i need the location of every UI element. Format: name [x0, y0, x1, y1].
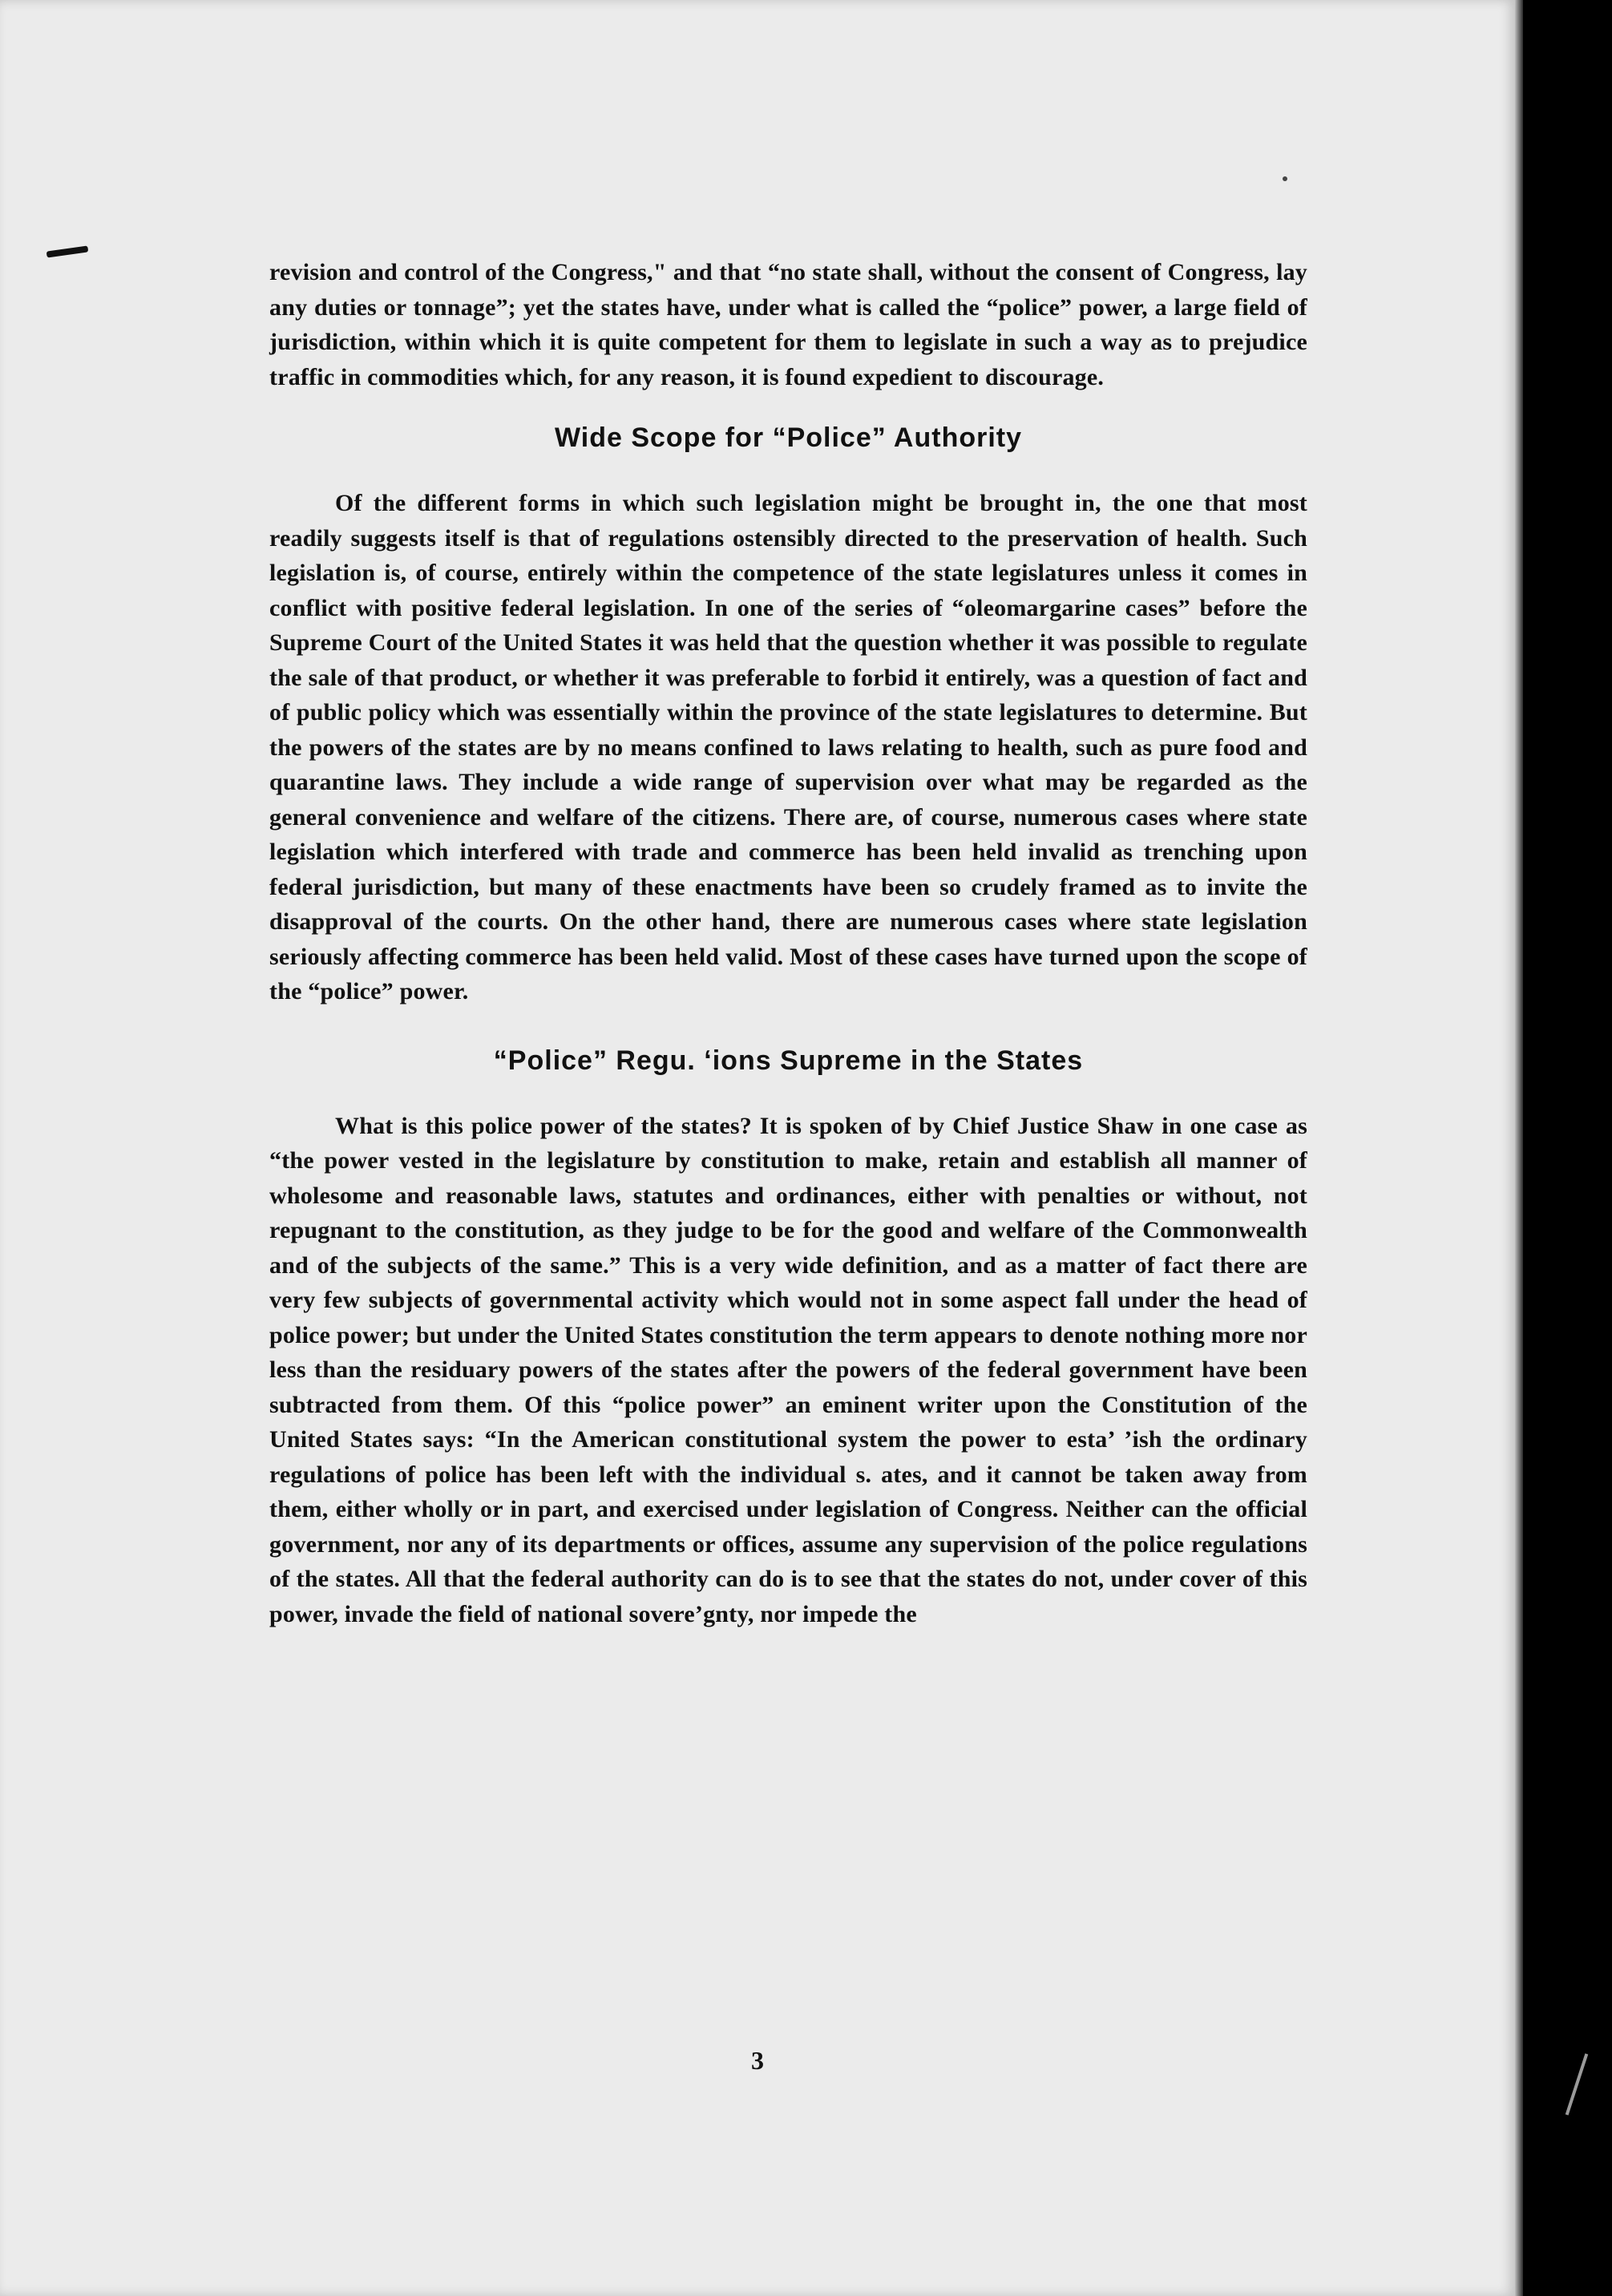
- page-number: 3: [751, 2046, 764, 2075]
- section-heading-police-authority: Wide Scope for “Police” Authority: [554, 422, 1023, 453]
- margin-ink-dot: [1283, 176, 1287, 181]
- paragraph-2: Of the different forms in which such legislation might be brought in, the one that most readily suggests itself is that of regulations ostensibly directed to the preservation of health. Such legislation is, of course, entirely within the competence of the state legislatures unless it comes in conflict with positive federal legislation. In one of the series of “oleomargarine cases” before the Supreme Court of the United States it was held that the question whether it was possible to regulate the sale of that product, or whether it was preferable to forbid it entirely, was a question of fact and of public policy which was essentially within the province of the state legislatures to determine. But the powers of the states are by no means confined to laws relating to health, such as pure food and quarantine laws. They include a wide range of supervision over what may be regarded as the general convenience and welfare of the citizens. There are, of course, numerous cases where state legislation which interfered with trade and commerce has been held invalid as trenching upon federal jurisdiction, but many of these enactments have been so crudely framed as to invite the disapproval of the courts. On the other hand, there are numerous cases where state legislation seriously affecting commerce has been held valid. Most of these cases have turned upon the scope of the “police” power.: [269, 490, 1307, 1004]
- paragraph-1: revision and control of the Congress," and that “no state shall, without the consent of Congress, lay any duties or tonnage”; yet the states have, under what is called the “police” power, a large field of jurisdiction, within which it is quite competent for them to legislate in such a way as to prejudice traffic in commodities which, for any reason, it is found expedient to discourage.: [269, 259, 1307, 390]
- margin-ink-mark: [46, 245, 89, 257]
- page-body: [269, 255, 1307, 1631]
- scan-artifact-mark: [1566, 2053, 1589, 2115]
- page-edge-shadow: [1515, 0, 1523, 2296]
- paragraph-3: What is this police power of the states? It is spoken of by Chief Justice Shaw in one case as “the power vested in the legislature by constitution to make, retain and establish all manner of wholesome and reasonable laws, statutes and ordinances, either with penalties or without, not repugnant to the constitution, as they judge to be for the good and welfare of the Commonwealth and of the subjects of the same.” This is a very wide definition, and as a matter of fact there are very few subjects of governmental activity which would not in some aspect fall under the head of police power; but under the United States constitution the term appears to denote nothing more nor less than the residuary powers of the states after the powers of the federal government have been subtracted from them. Of this “police power” an eminent writer upon the Constitution of the United States says: “In the American constitutional system the power to esta’ ’ish the ordinary regulations of police has been left with the individual s. ates, and it cannot be taken away from them, either wholly or in part, and exercised under legislation of Congress. Neither can the official government, nor any of its departments or offices, assume any supervision of the police regulations of the states. All that the federal authority can do is to see that the states do not, under cover of this power, invade the field of national sovere’gnty, nor impede the: [269, 1112, 1307, 1627]
- section-heading-police-regulations: “Police” Regu. ʻions Supreme in the States: [493, 1045, 1084, 1076]
